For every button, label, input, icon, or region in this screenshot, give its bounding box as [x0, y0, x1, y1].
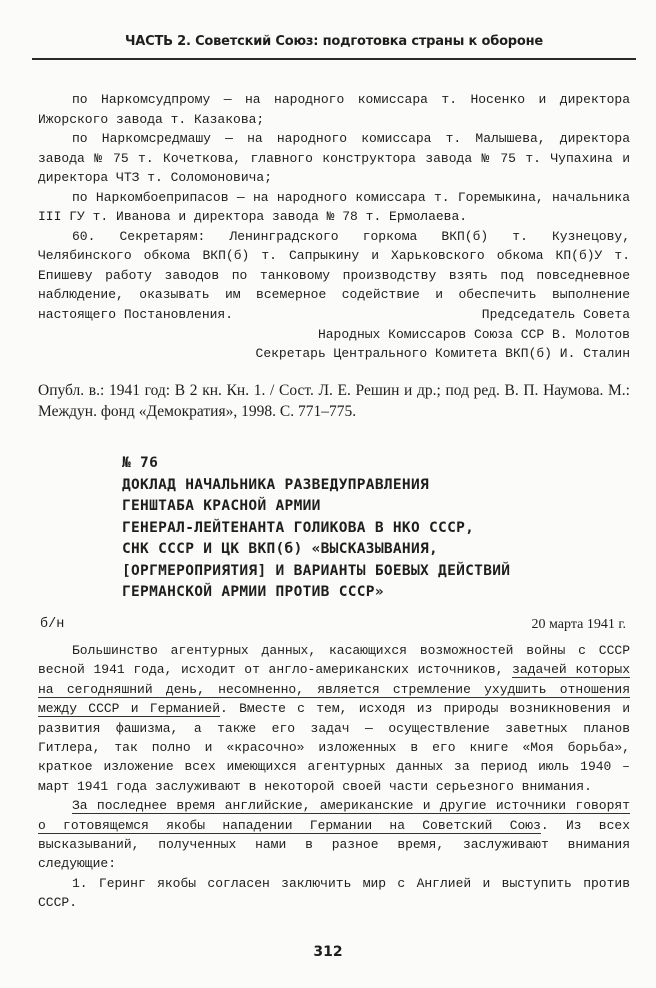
- title-line: ГЕНШТАБА КРАСНОЙ АРМИИ: [122, 498, 321, 514]
- document-title: [122, 453, 622, 604]
- paragraph: 60. Секретарям: Ленинградского горкома ВКП(б) т. Кузнецову, Челябинского обкома ВКП(б) т. Сапрыкину и Харьковского обкома КП(б)У т. Епишеву работу заводов по танковому производству взять под повседневное наблюдение, оказывать им всемерное содействие и обеспечить выполнение настоящего Постановления.: [38, 228, 630, 322]
- underlined-text: задачей которых на сегодняшний день, несомненно, является стремление ухудшить отношения между СССР и Германией: [38, 662, 630, 717]
- signature-line: Народных Комиссаров Союза ССР В. Молотов: [317, 326, 630, 342]
- title-line: [ОРГМЕРОПРИЯТИЯ] И ВАРИАНТЫ БОЕВЫХ ДЕЙСТВИЙ: [122, 562, 511, 579]
- title-line: ДОКЛАД НАЧАЛЬНИКА РАЗВЕДУПРАВЛЕНИЯ: [122, 476, 430, 493]
- paragraph: по Наркомсредмашу — на народного комиссара т. Малышева, директора завода № 75 т. Кочеткова, главного конструктора завода № 75 т. Чупахина и директора ЧТЗ т. Соломоновича;: [38, 131, 630, 185]
- signature-line: Председатель Совета: [481, 307, 630, 322]
- document-body: [38, 641, 630, 913]
- title-line: ГЕРМАНСКОЙ АРМИИ ПРОТИВ СССР»: [122, 584, 384, 600]
- top-paragraphs: [38, 90, 630, 324]
- document-date: 20 марта 1941 г.: [531, 617, 626, 632]
- body-paragraph: [38, 641, 630, 796]
- document-number: № 76: [122, 455, 159, 471]
- title-line: ГЕНЕРАЛ-ЛЕЙТЕНАНТА ГОЛИКОВА В НКО СССР,: [122, 519, 475, 536]
- body-text: . Вместе с тем, исходя из природы возникновения и развития фашизма, а также его задач — осуществление заветных планов Гитлера, так полно и «красочно» изложенных в его книге «Моя борьба», краткое изложение всех имеющихся агентурных данных за период июль 1940 – март 1941 года заслуживают в некоторой своей части серьезного внимания.: [38, 701, 630, 794]
- source-note: Опубл. в.: 1941 год: В 2 кн. Кн. 1. / Сост. Л. Е. Решин и др.; под ред. В. П. Наумова. М.: Междун. фонд «Демократия», 1998. С. 771–775.: [38, 382, 630, 420]
- header-rule: [32, 58, 636, 60]
- body-paragraph: [38, 796, 630, 874]
- title-line: СНК СССР И ЦК ВКП(б) «ВЫСКАЗЫВАНИЯ,: [122, 541, 439, 557]
- page-number: 312: [313, 944, 343, 960]
- body-text: . Из всех высказываний, полученных нами в разное время, заслуживают внимания следующие:: [38, 817, 631, 872]
- signature-line: Секретарь Центрального Комитета ВКП(б) И. Сталин: [255, 346, 630, 361]
- body-paragraph: 1. Геринг якобы согласен заключить мир с Англией и выступить против СССР.: [38, 875, 630, 911]
- document-ref: б/н: [40, 617, 65, 632]
- paragraph: по Наркомсудпрому — на народного комиссара т. Носенко и директора Ижорского завода т. Казакова;: [38, 92, 630, 127]
- body-text: Большинство агентурных данных, касающихся возможностей войны с СССР весной 1941 года, исходит от англо-американских источников,: [38, 643, 630, 678]
- signature-block: [70, 305, 630, 364]
- paragraph: по Наркомбоеприпасов — на народного комиссара т. Горемыкина, начальника III ГУ т. Иванова и директора завода № 78 т. Ермолаева.: [38, 189, 630, 224]
- running-header: ЧАСТЬ 2. Советский Союз: подготовка страны к обороне: [124, 34, 544, 49]
- underlined-text: За последнее время английские, американские и другие источники говорят о готовящемся якобы нападении Германии на Советский Союз: [38, 798, 630, 833]
